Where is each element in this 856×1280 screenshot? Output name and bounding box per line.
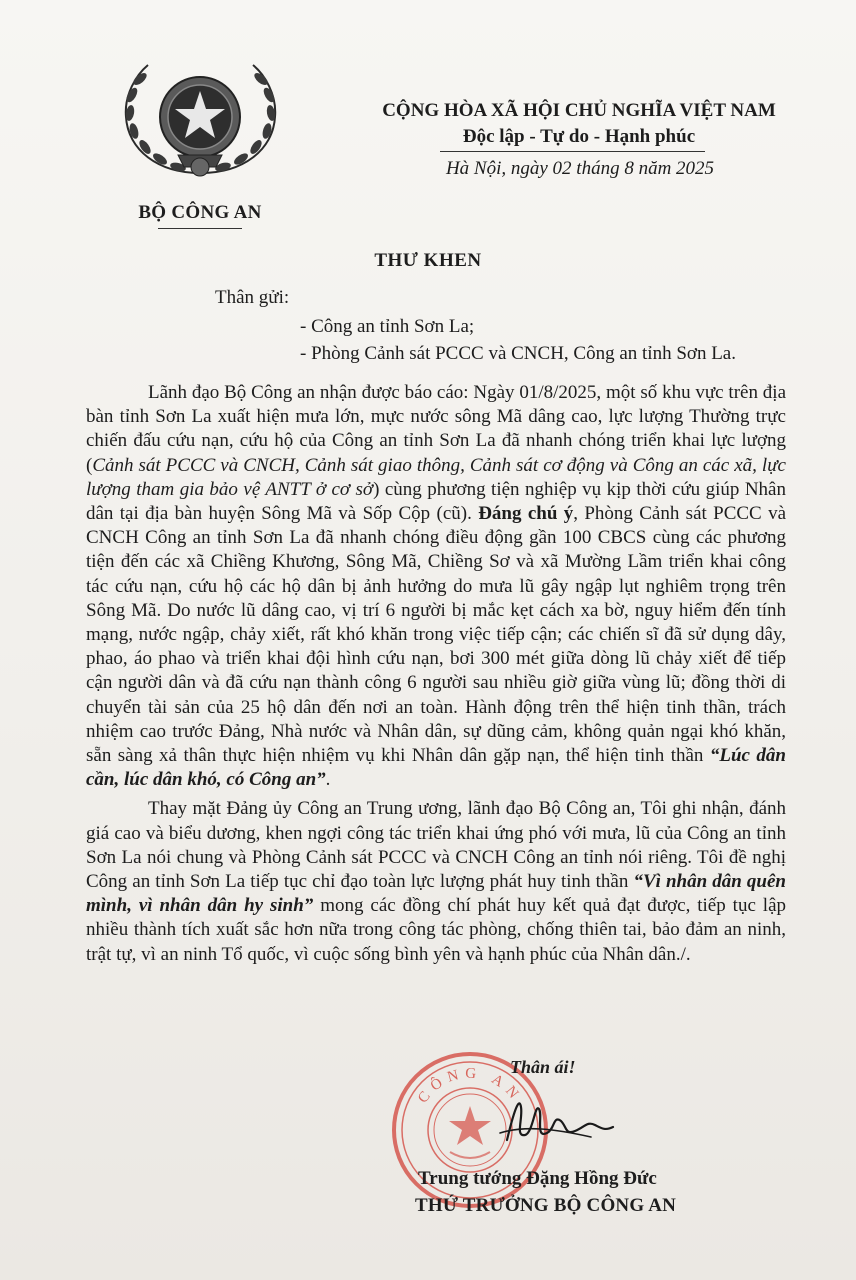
bold-run: Đáng chú ý <box>478 503 574 525</box>
place-date: Hà Nội, ngày 02 tháng 8 năm 2025 <box>445 158 715 179</box>
signer-title: THỨ TRƯỞNG BỘ CÔNG AN <box>415 1195 677 1216</box>
text-run: Thay mặt Đảng ủy Công an Trung ương, lãnh đạo Bộ Công an, Tôi ghi nhận, đánh giá cao và biểu dương, khen ngợi công tác triển khai ứng phó với mưa, lũ của Công an tỉnh Sơn La nói chung và Phòng Cảnh sát PCCC và CNCH Công an tỉnh nói riêng. Tôi đề nghị Công an tỉnh Sơn La tiếp tục chỉ đạo toàn lực lượng phát huy tinh thần <box>86 798 786 893</box>
body-paragraph <box>86 381 786 792</box>
handwritten-signature <box>495 1085 625 1160</box>
police-emblem-icon <box>118 55 283 185</box>
ministry-name: BỘ CÔNG AN <box>138 202 262 223</box>
nation-name: CỘNG HÒA XÃ HỘI CHỦ NGHĨA VIỆT NAM <box>382 100 776 121</box>
recipient-item: - Phòng Cảnh sát PCCC và CNCH, Công an tỉnh Sơn La. <box>300 343 736 364</box>
recipient-item: - Công an tỉnh Sơn La; <box>300 316 475 337</box>
national-motto <box>370 98 788 150</box>
nation-slogan: Độc lập - Tự do - Hạnh phúc <box>462 126 696 147</box>
letter-body <box>86 381 786 972</box>
text-run: , Phòng Cảnh sát PCCC và CNCH Công an tỉnh Sơn La đã nhanh chóng điều động gần 100 CBCS cùng các phương tiện đến các xã Chiềng Khương, Sông Mã, Chiềng Sơ và xã Mường Lầm triển khai công tác cứu nạn, cứu hộ các hộ dân bị ảnh hưởng do mưa lũ gây ngập lụt nghiêm trọng trên Sông Mã. Do nước lũ dâng cao, vị trí 6 người bị mắc kẹt cách xa bờ, nguy hiểm đến tính mạng, nước ngập, chảy xiết, rất khó khăn trong việc tiếp cận; các chiến sĩ đã sử dụng dây, phao, áo phao và triển khai đội hình cứu nạn, bơi 300 mét giữa dòng lũ chảy xiết để tiếp cận người dân và đã cứu nạn thành công 6 người sau nhiều giờ giữa vùng lũ; đồng thời di chuyển tài sản của 25 hộ dân đến nơi an toàn. Hành động trên thể hiện tinh thần, trách nhiệm cao trước Đảng, Nhà nước và Nhân dân, sự dũng cảm, không quản ngại khó khăn, sẵn sàng xả thân thực hiện nhiệm vụ khi Nhân dân gặp nạn, thể hiện tinh thần <box>86 503 786 767</box>
ministry-underline <box>158 228 242 229</box>
document-title: THƯ KHEN <box>374 250 482 271</box>
text-run: ) cùng phương tiện nghiệp vụ kịp thời cứu giúp Nhân dân tại địa bàn huyện Sông Mã và Sốp Cộp (cũ). <box>86 478 786 525</box>
text-run: . <box>325 769 331 791</box>
signer-name: Trung tướng Đặng Hồng Đức <box>418 1168 657 1189</box>
text-run: Lãnh đạo Bộ Công an nhận được báo cáo: Ngày 01/8/2025, một số khu vực trên địa bàn tỉnh Sơn La xuất hiện mưa lớn, mực nước sông Mã dâng cao, lực lượng Thường trực chiến đấu cứu nạn, cứu hộ của Công an tỉnh Sơn La đã nhanh chóng triển khai lực lượng ( <box>86 382 786 476</box>
recipient-list <box>300 313 736 367</box>
salutation: Thân gửi: <box>215 287 290 308</box>
seal-text: CÔNG AN <box>414 1065 526 1107</box>
italic-run: Cảnh sát PCCC và CNCH, Cảnh sát giao thông, Cảnh sát cơ động và Công an các xã, lực lượng tham gia bảo vệ ANTT ở cơ sở <box>86 454 786 500</box>
text-run: mong các đồng chí phát huy kết quả đạt được, tiếp tục lập nhiều thành tích xuất sắc hơn nữa trong công tác phòng, chống thiên tai, bảo đảm an ninh, trật tự, vì an ninh Tổ quốc, vì cuộc sống bình yên và hạnh phúc của Nhân dân./. <box>86 895 786 965</box>
closing-greeting: Thân ái! <box>510 1057 576 1077</box>
quote-run: “Lúc dân cần, lúc dân khó, có Công an” <box>86 745 786 791</box>
quote-run: “Vì nhân dân quên mình, vì nhân dân hy sinh” <box>86 871 786 917</box>
body-paragraph <box>86 797 786 966</box>
slogan-underline <box>440 151 705 152</box>
